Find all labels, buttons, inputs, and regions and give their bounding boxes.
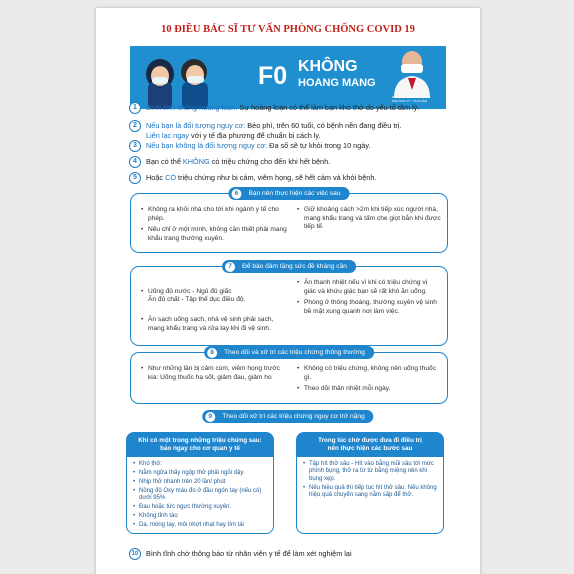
- banner: [130, 46, 446, 109]
- list-item: • Nếu hiệu quả thì tiếp tục hít thở sâu. Nếu không hiệu quả chuyển sang nằm sấp để thở.: [303, 485, 441, 500]
- doctor-caption: B.S PHƯƠNG ĐỨC THÀNH PHƯƠNG TY - TÁI KHÁM: [392, 95, 431, 103]
- list-item: • Giữ khoảng cách >2m khi tiếp xúc người nhà, mang khẩu trang và tấm che giọt bắn khi được tiếp tế.: [297, 206, 441, 232]
- list-item: • Đau hoặc tức ngực thường xuyên.: [133, 504, 271, 511]
- list-item: • Da, móng tay, môi nhợt nhạt hay tím tái: [133, 522, 271, 529]
- list-item: • Nồng độ Oxy máu đo ở đầu ngón tay (nếu có) dưới 95%: [133, 488, 271, 503]
- box-8: [130, 348, 448, 404]
- waiting-list: [303, 461, 441, 501]
- box-7-left: [141, 279, 287, 345]
- box-6: [130, 189, 448, 253]
- danger-list: [133, 461, 271, 531]
- item-number: 1: [129, 102, 141, 114]
- list-item: • Không có triệu chứng, không nên uống thuốc gì.: [297, 365, 441, 382]
- item-number: 3: [129, 140, 141, 152]
- poster-sheet: 10 ĐIỀU BÁC SĨ TƯ VẤN PHÒNG CHỐNG COVID 19 F0 KHÔNG HOANG MANG B.S PHƯƠNG ĐỨC THÀNH PHƯƠNG TY - TÁI KHÁM 1 Bình tĩnh không hoảng loạn. Sự hoảng loạn có thể làm bạn khó thở do yếu tố tâm lý. 2 Nếu bạn là đối tượng nguy cơ: Béo phì, trên 60 tuổi, có bệnh nền đang điều trị. Liên lạc ngay với y tế địa phương để chuẩn bị cách ly. 3 Nếu bạn không là đối tượng nguy cơ: Đa số sẽ tự khỏi trong 10 ngày. 4 Bạn có thể KHÔNG có triệu chứng cho đến khi hết bệnh. 5 Hoặc CÓ triệu chứng như bị cảm, viêm họng, sẽ hết cảm và khỏi bệnh. 6 Bạn nên thực hiện các việc sau • Không ra khỏi nhà cho tới khi ngành y tế cho phép. • Nếu chỉ ở một mình, không cần thiết phải mang khẩu trang thường xuyên. • Giữ khoảng cách >2m khi tiếp xúc người nhà, mang khẩu trang và tấm che giọt bắn khi được tiếp tế. 7 Để bảo đảm tăng sức đề kháng cần • Uống đủ nước - Ngủ đủ giấc Ăn đủ chất - Tập thể dục điều độ. • Ăn sạch uống sạch, nhà vệ sinh phải sạch, mang khẩu trang và rửa tay khi đi vệ sinh. • Ăn thanh nhiệt nếu vì khi có triệu chứng vị giác và khứu giác bạn sẽ rất khó ăn uống. • Phòng ở thông thoáng, thường xuyên vệ sinh bề mặt xung quanh nơi làm việc. 8 Theo dõi và xử trí các triệu chứng thông thường • Như những lần bị cảm cúm, viêm họng trước kia: Uống thuốc hạ sốt, giảm đau, giảm ho • Không có triệu chứng, không nên uống thuốc gì. • Theo dõi thân nhiệt mỗi ngày. 9 Theo dõi xử trí các triệu chứng nguy cơ trở nặng Khi có một trong những triệu chứng sau: báo ngay cho cơ quan y tế • Khó thở: • Nằm ngửa thấy ngộp thở phải ngồi dậy. • Nhịp thở nhanh trên 20 lần/ phút • Nồng độ Oxy máu đo ở đầu ngón tay (nếu có) dưới 95% • Đau hoặc tức ngực thường xuyên. • Không tỉnh táo • Da, móng tay, môi nhợt nhạt hay tím tái Trong lúc chờ được đưa đi điều trị nên thực hiện các bước sau • Tập hít thở sâu - Hít vào bằng mũi sâu tới mức phình bụng, thở ra từ từ bằng miệng nên khi bụng xẹp. • Nếu hiệu quả thì tiếp tục hít thở sâu. Nếu không hiệu quả chuyển sang nằm sấp để thở. 10 Bình tĩnh chờ thông báo từ nhân viên y tế để làm xét nghiệm lại: [96, 8, 480, 574]
- box-7-right: [297, 279, 441, 319]
- poster-title: 10 ĐIỀU BÁC SĨ TƯ VẤN PHÒNG CHỐNG COVID 19: [161, 24, 415, 35]
- waiting-steps-panel: [296, 432, 444, 534]
- box-6-right: [297, 206, 441, 235]
- list-item: • Ăn sạch uống sạch, nhà vệ sinh phải sạch, mang khẩu trang và rửa tay khi đi vệ sinh.: [141, 316, 287, 333]
- list-item: • Như những lần bị cảm cúm, viêm họng trước kia: Uống thuốc hạ sốt, giảm đau, giảm ho: [141, 365, 287, 382]
- list-item: • Không tỉnh táo: [133, 513, 271, 520]
- box-6-left: [141, 206, 287, 246]
- banner-khong: KHÔNG: [298, 58, 358, 75]
- box-7: [130, 262, 448, 346]
- box-6-header: 6 Bạn nên thực hiện các việc sau: [228, 187, 349, 200]
- item-number: 10: [129, 548, 141, 560]
- list-item: • Ăn thanh nhiệt nếu vì khi có triệu chứng vị giác và khứu giác bạn sẽ rất khó ăn uống.: [297, 279, 441, 296]
- list-item: • Không ra khỏi nhà cho tới khi ngành y tế cho phép.: [141, 206, 287, 223]
- list-item: • Nếu chỉ ở một mình, không cần thiết phải mang khẩu trang thường xuyên.: [141, 226, 287, 243]
- item-number: 5: [129, 172, 141, 184]
- item-number: 2: [129, 120, 141, 132]
- list-item: • Nhịp thở nhanh trên 20 lần/ phút: [133, 479, 271, 486]
- list-item: • Theo dõi thân nhiệt mỗi ngày.: [297, 385, 441, 394]
- box-8-left: [141, 365, 287, 385]
- f0-text: F0: [258, 62, 288, 90]
- danger-symptoms-panel: [126, 432, 274, 534]
- list-item: • Khó thở:: [133, 461, 271, 468]
- banner-hoang-mang: HOANG MANG: [298, 77, 376, 89]
- box-9-header: 9 Theo dõi xử trí các triệu chứng nguy cơ trở nặng: [202, 410, 373, 423]
- item-number: 4: [129, 156, 141, 168]
- item-1-bold: Bình tĩnh không hoảng loạn.: [146, 103, 238, 112]
- waiting-panel-title: Trong lúc chờ được đưa đi điều trị nên thực hiện các bước sau: [297, 433, 443, 457]
- list-item: • Uống đủ nước - Ngủ đủ giấc Ăn đủ chất - Tập thể dục điều độ.: [141, 288, 287, 305]
- list-item: • Tập hít thở sâu - Hít vào bằng mũi sâu tới mức phình bụng, thở ra từ từ bằng miệng nên khi bụng xẹp.: [303, 461, 441, 483]
- box-8-right: [297, 365, 441, 397]
- box-8-header: 8 Theo dõi và xử trí các triệu chứng thông thường: [204, 346, 374, 359]
- doctor-photo: [390, 48, 434, 98]
- list-item: • Phòng ở thông thoáng, thường xuyên vệ sinh bề mặt xung quanh nơi làm việc.: [297, 299, 441, 316]
- danger-panel-title: Khi có một trong những triệu chứng sau: báo ngay cho cơ quan y tế: [127, 433, 273, 457]
- list-item: • Nằm ngửa thấy ngộp thở phải ngồi dậy.: [133, 470, 271, 477]
- masked-couple-illustration: [138, 46, 224, 109]
- box-7-header: 7 Để bảo đảm tăng sức đề kháng cần: [222, 260, 356, 273]
